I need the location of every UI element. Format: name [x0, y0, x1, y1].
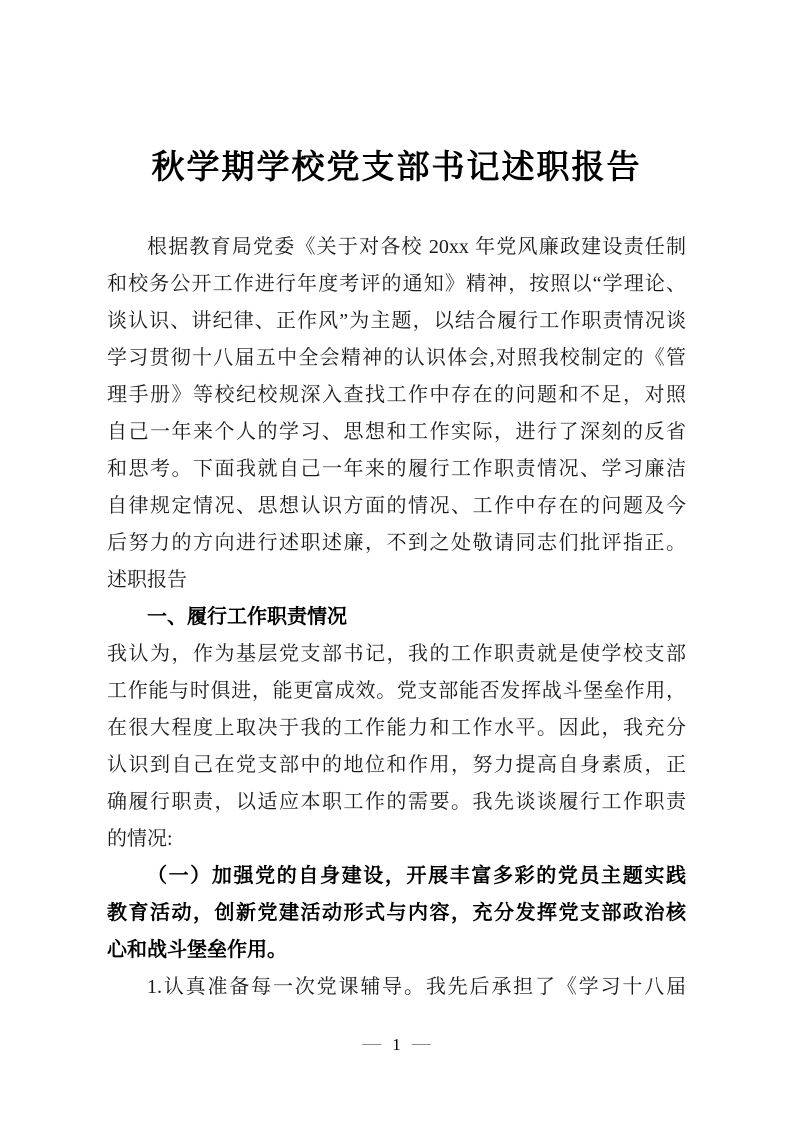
section-heading: 一、履行工作职责情况 — [147, 606, 347, 628]
text-line: 工作能与时俱进，能更富成效。党支部能否发挥战斗堡垒作用， — [107, 680, 686, 702]
subsection-heading: 教育活动，创新党建活动形式与内容，充分发挥党支部政治核 — [107, 902, 686, 924]
subsection-heading: 心和战斗堡垒作用。 — [107, 939, 287, 961]
text-line: 和校务公开工作进行年度考评的通知》精神，按照以“学理论、 — [107, 273, 686, 295]
text-line: 1.认真准备每一次党课辅导。我先后承担了《学习十八届 — [147, 976, 686, 998]
text-line: 在很大程度上取决于我的工作能力和工作水平。因此，我充分 — [107, 717, 686, 739]
subsection-heading: （一）加强党的自身建设，开展丰富多彩的党员主题实践 — [147, 865, 686, 887]
text-line: 认识到自己在党支部中的地位和作用，努力提高自身素质，正 — [107, 754, 686, 776]
text-line: 确履行职责，以适应本职工作的需要。我先谈谈履行工作职责 — [107, 791, 686, 813]
document-title: 秋学期学校党支部书记述职报告 — [151, 150, 642, 186]
text-line: 学习贯彻十八届五中全会精神的认识体会,对照我校制定的《管 — [107, 347, 686, 369]
text-line: 的情况: — [107, 828, 173, 850]
page-number: 1 — [392, 1035, 401, 1054]
text-line: 理手册》等校纪校规深入查找工作中存在的问题和不足，对照 — [107, 384, 686, 406]
text-line: 自己一年来个人的学习、思想和工作实际，进行了深刻的反省 — [107, 421, 686, 443]
text-line: 谈认识、讲纪律、正作风”为主题，以结合履行工作职责情况谈 — [107, 310, 686, 332]
page-footer — [0, 1031, 793, 1058]
document-body — [107, 229, 686, 1006]
text-line: 和思考。下面我就自己一年来的履行工作职责情况、学习廉洁 — [107, 458, 686, 480]
footer-dash-right: — — [411, 1033, 431, 1054]
footer-dash-left: — — [362, 1033, 382, 1054]
text-line: 述职报告 — [107, 569, 187, 591]
text-line: 我认为，作为基层党支部书记，我的工作职责就是使学校支部 — [107, 643, 686, 665]
text-line: 根据教育局党委《关于对各校 20xx 年党风廉政建设责任制 — [147, 236, 686, 258]
text-line: 自律规定情况、思想认识方面的情况、工作中存在的问题及今 — [107, 495, 686, 517]
text-line: 后努力的方向进行述职述廉，不到之处敬请同志们批评指正。 — [107, 532, 686, 554]
